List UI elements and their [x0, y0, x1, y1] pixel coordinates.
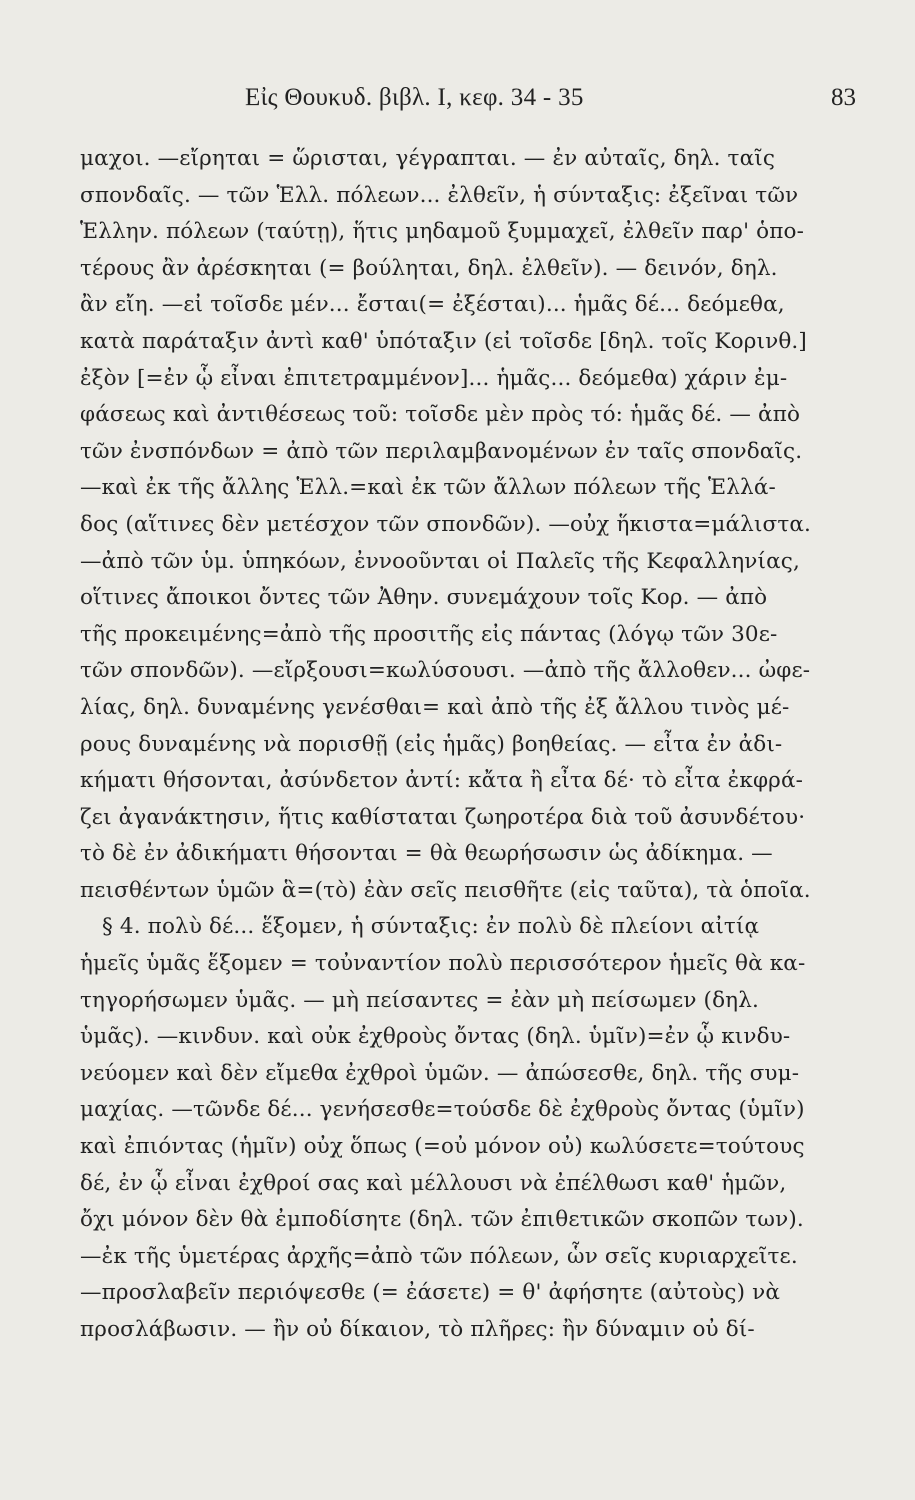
running-header: [80, 84, 856, 120]
text-line: πεισθέντων ὑμῶν ἃ=(τὸ) ἐὰν σεῖς πεισθῆτε (εἰς ταῦτα), τὰ ὁποῖα.: [80, 877, 811, 903]
text-line: τηγορήσωμεν ὑμᾶς. — μὴ πείσαντες = ἐὰν μὴ πείσωμεν (δηλ.: [80, 987, 759, 1013]
text-line: μαχοι. —εἴρηται = ὥρισται, γέγραπται. — ἐν αὐταῖς, δηλ. ταῖς: [80, 146, 776, 171]
text-line: κήματι θήσονται, ἀσύνδετον ἀντί: κἄτα ἢ εἶτα δέ· τὸ εἶτα ἐκφρά-: [80, 768, 804, 794]
text-line: ρους δυναμένης νὰ πορισθῇ (εἰς ἡμᾶς) βοηθείας. — εἶτα ἐν ἀδι-: [80, 731, 783, 757]
commentary-text: [80, 141, 830, 1349]
text-line: ὄχι μόνον δὲν θὰ ἐμποδίσητε (δηλ. τῶν ἐπιθετικῶν σκοπῶν των).: [80, 1207, 804, 1233]
text-line: —ἐκ τῆς ὑμετέρας ἀρχῆς=ἀπὸ τῶν πόλεων, ὧν σεῖς κυριαρχεῖτε.: [80, 1243, 798, 1269]
text-line: τῶν σπονδῶν). —εἴρξουσι=κωλύσουσι. —ἀπὸ τῆς ἄλλοθεν... ὠφε-: [80, 658, 811, 684]
text-line: Ἑλλην. πόλεων (ταύτῃ), ἥτις μηδαμοῦ ξυμμαχεῖ, ἐλθεῖν παρ' ὁπο-: [80, 219, 804, 245]
text-line: τὸ δὲ ἐν ἀδικήματι θήσονται = θὰ θεωρήσωσιν ὡς ἀδίκημα. —: [80, 841, 773, 867]
text-line: δέ, ἐν ᾧ εἶναι ἐχθροί σας καὶ μέλλουσι νὰ ἐπέλθωσι καθ' ἡμῶν,: [80, 1170, 787, 1196]
text-line: σπονδαῖς. — τῶν Ἑλλ. πόλεων... ἐλθεῖν, ἡ σύνταξις: ἐξεῖναι τῶν: [80, 182, 799, 208]
page-number: 83: [831, 84, 856, 111]
text-line: τῶν ἐνσπόνδων = ἀπὸ τῶν περιλαμβανομένων ἐν ταῖς σπονδαῖς.: [80, 438, 803, 464]
text-line: φάσεως καὶ ἀντιθέσεως τοῦ: τοῖσδε μὲν πρὸς τό: ἡμᾶς δέ. — ἀπὸ: [80, 402, 801, 428]
text-line: τέρους ἂν ἀρέσκηται (= βούληται, δηλ. ἐλθεῖν). — δεινόν, δηλ.: [80, 255, 778, 281]
text-line: κατὰ παράταξιν ἀντὶ καθ' ὑπόταξιν (εἰ τοῖσδε [δηλ. τοῖς Κορινθ.]: [80, 328, 807, 354]
text-line: § 4. πολὺ δέ... ἕξομεν, ἡ σύνταξις: ἐν πολὺ δὲ πλείονι αἰτίᾳ: [102, 914, 760, 940]
text-line: καὶ ἐπιόντας (ἡμῖν) οὐχ ὅπως (=οὐ μόνον οὐ) κωλύσετε=τούτους: [80, 1134, 805, 1160]
text-line: —καὶ ἐκ τῆς ἄλλης Ἑλλ.=καὶ ἐκ τῶν ἄλλων πόλεων τῆς Ἑλλά-: [80, 475, 776, 501]
text-line: ὑμᾶς). —κινδυν. καὶ οὐκ ἐχθροὺς ὄντας (δηλ. ὑμῖν)=ἐν ᾧ κινδυ-: [80, 1024, 791, 1050]
text-line: —ἀπὸ τῶν ὑμ. ὑπηκόων, ἐννοοῦνται οἱ Παλεῖς τῆς Κεφαλληνίας,: [80, 548, 800, 574]
text-line: μαχίας. —τῶνδε δέ... γενήσεσθε=τούσδε δὲ ἐχθροὺς ὄντας (ὑμῖν): [80, 1097, 805, 1123]
text-line: λίας, δηλ. δυναμένης γενέσθαι= καὶ ἀπὸ τῆς ἐξ ἄλλου τινὸς μέ-: [80, 694, 790, 720]
text-line: ἂν εἴη. —εἰ τοῖσδε μέν... ἔσται(= ἐξέσται)... ἡμᾶς δέ... δεόμεθα,: [80, 292, 785, 318]
text-line: νεύομεν καὶ δὲν εἴμεθα ἐχθροὶ ὑμῶν. — ἀπώσεσθε, δηλ. τῆς συμ-: [80, 1060, 800, 1086]
text-line: —προσλαβεῖν περιόψεσθε (= ἐάσετε) = θ' ἀφήσητε (αὐτοὺς) νὰ: [80, 1280, 781, 1306]
header-title: Εἰς Θουκυδ. βιβλ. I, κεφ. 34 - 35: [245, 84, 584, 111]
text-line: οἵτινες ἄποικοι ὄντες τῶν Ἀθην. συνεμάχουν τοῖς Κορ. — ἀπὸ: [80, 585, 768, 611]
text-line: ἐξὸν [=ἐν ᾧ εἶναι ἐπιτετραμμένον]... ἡμᾶς... δεόμεθα) χάριν ἐμ-: [80, 365, 788, 391]
text-line: ζει ἀγανάκτησιν, ἥτις καθίσταται ζωηροτέρα διὰ τοῦ ἀσυνδέτου·: [80, 804, 806, 830]
text-line: δος (αἵτινες δὲν μετέσχον τῶν σπονδῶν). —οὐχ ἥκιστα=μάλιστα.: [80, 511, 812, 537]
text-line: προσλάβωσιν. — ἢν οὐ δίκαιον, τὸ πλῆρες: ἢν δύναμιν οὐ δί-: [80, 1317, 755, 1342]
text-line: ἡμεῖς ὑμᾶς ἕξομεν = τοὐναντίον πολὺ περισσότερον ἡμεῖς θὰ κα-: [80, 951, 806, 977]
text-line: τῆς προκειμένης=ἀπὸ τῆς προσιτῆς εἰς πάντας (λόγῳ τῶν 30ε-: [80, 621, 778, 647]
